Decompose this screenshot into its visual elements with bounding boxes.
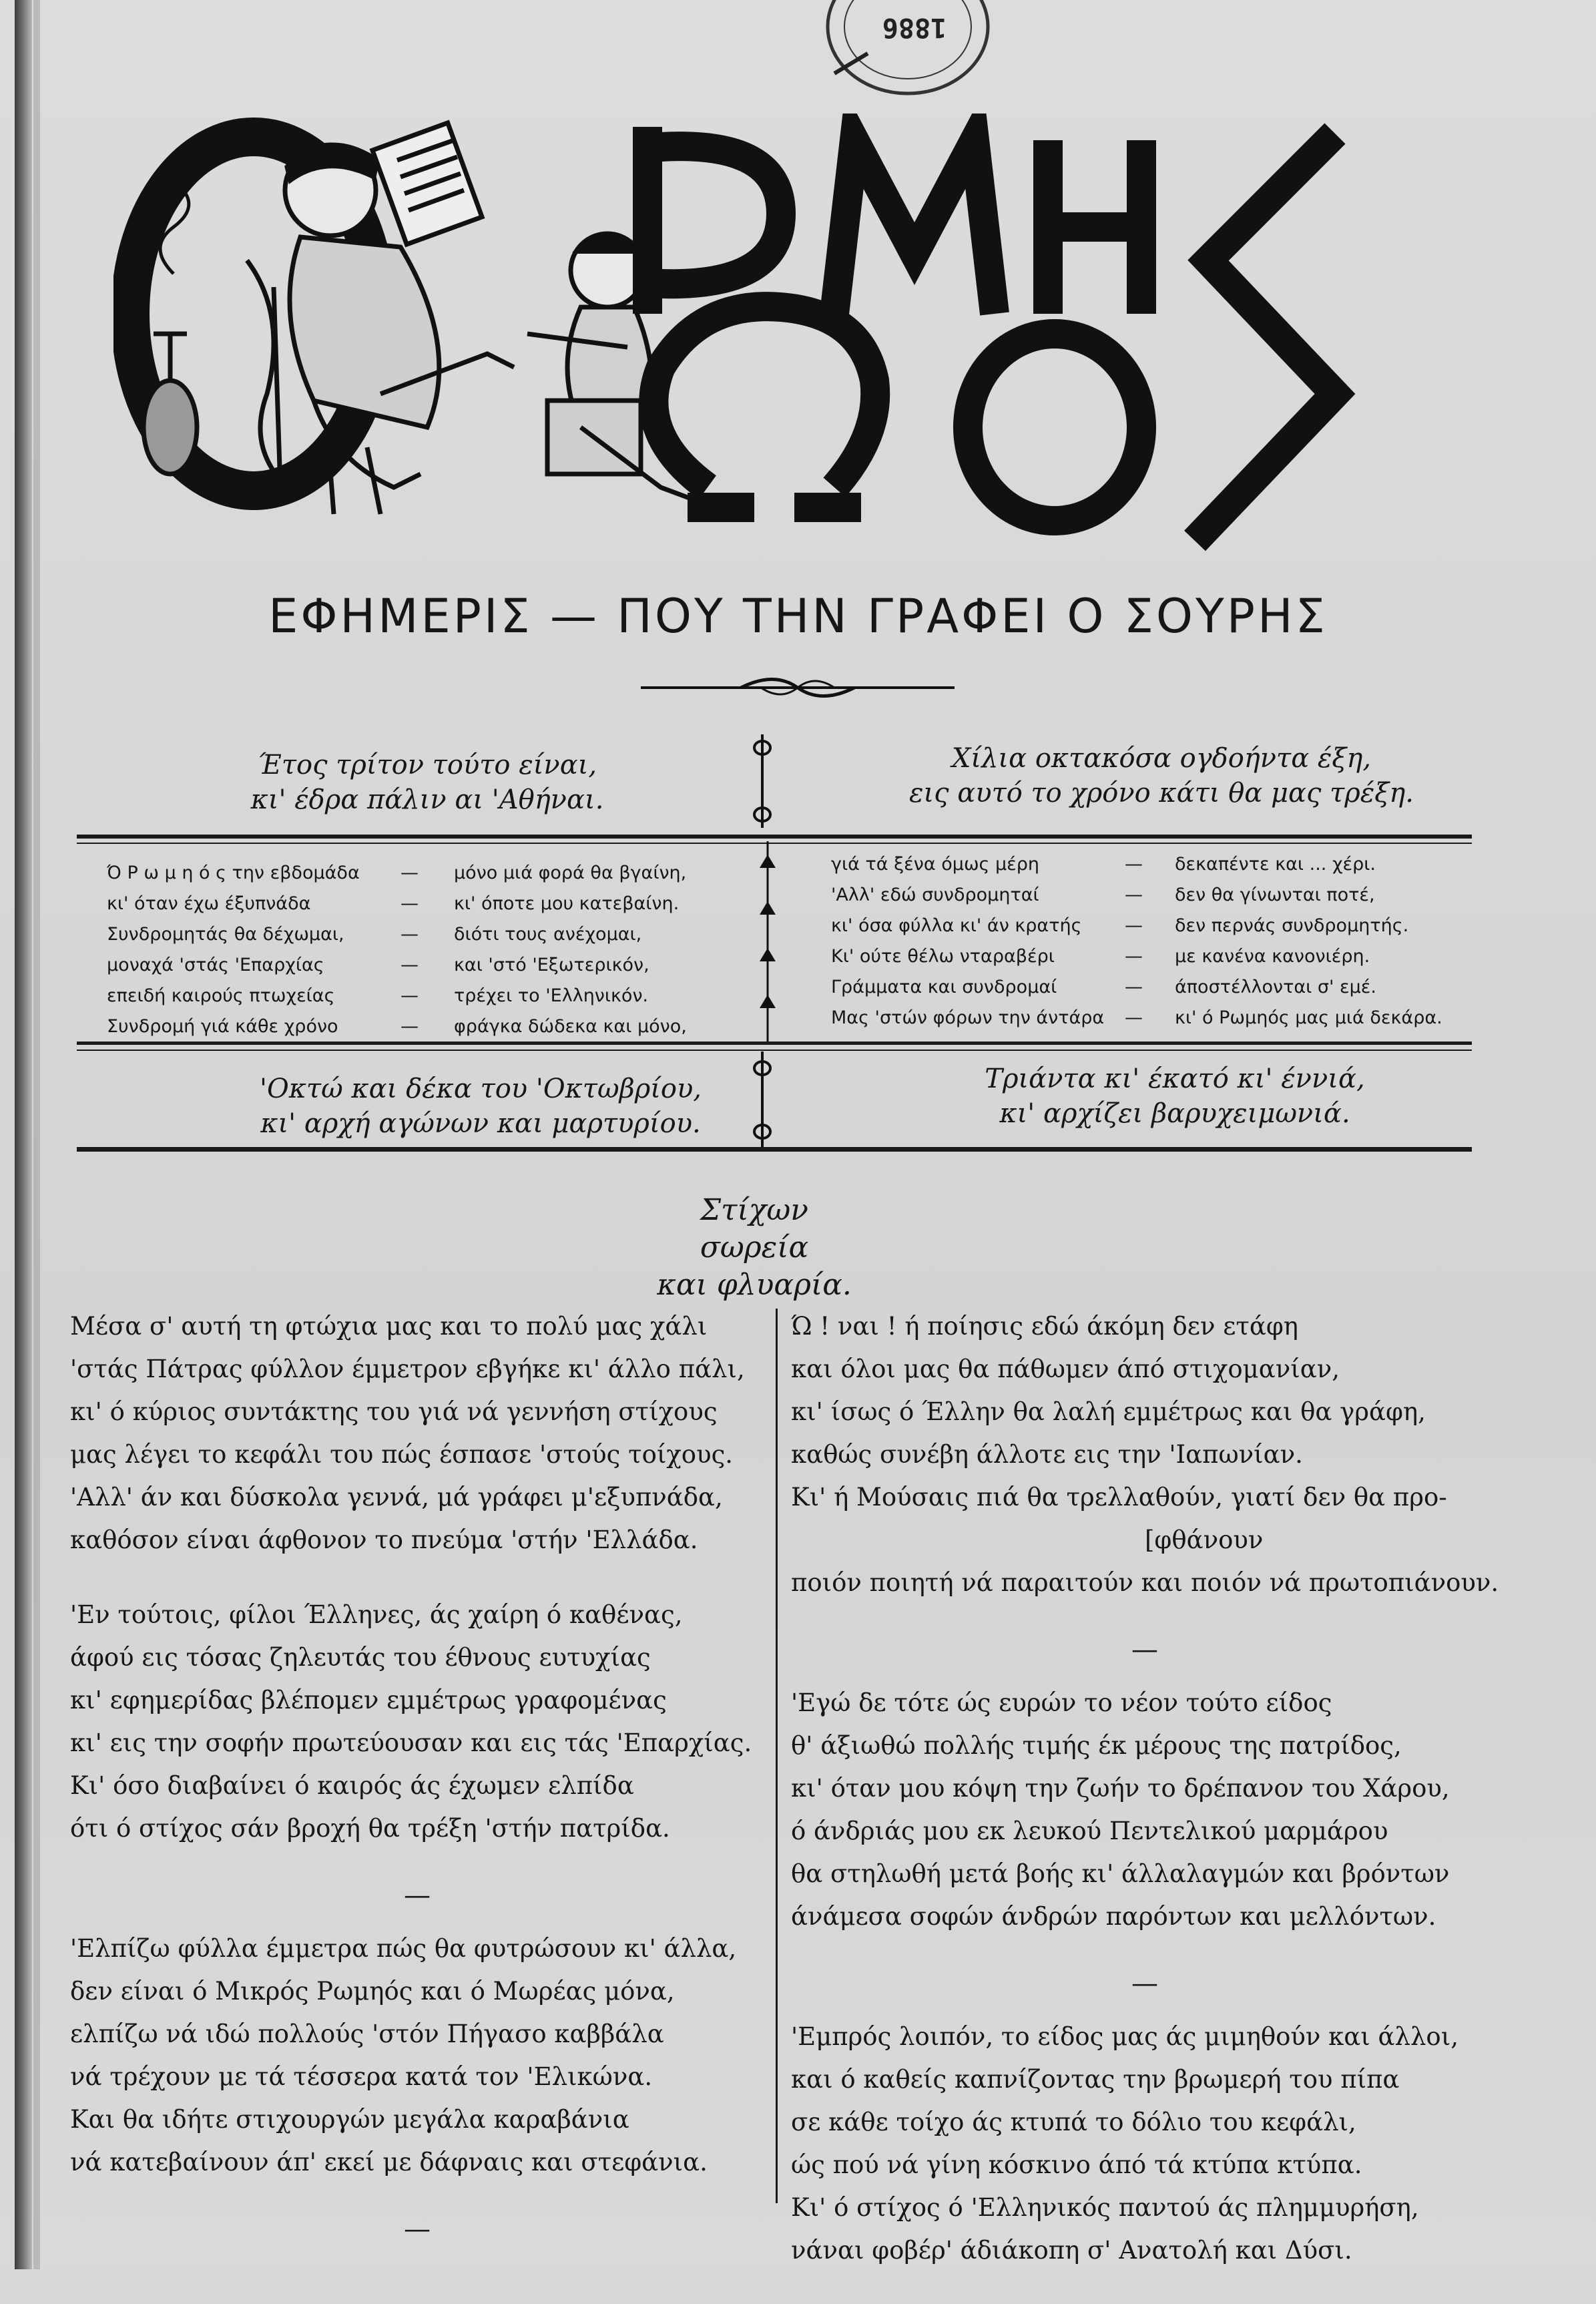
poem-line: 'Εγώ δε τότε ώς ευρών το νέον τούτο είδος <box>791 1688 1332 1717</box>
info-rule-middle-thin <box>77 1050 1472 1051</box>
poem-line: Ώ ! ναι ! ή ποίησις εδώ άκόμη δεν ετάφη <box>791 1312 1298 1341</box>
poem-line: Κι' όσο διαβαίνει ό καιρός άς έχωμεν ελπίδα <box>70 1771 634 1800</box>
poem-line: άφού εις τόσας ζηλευτάς του έθνους ευτυχίας <box>70 1643 651 1672</box>
info-date-left <box>247 1072 714 1141</box>
stanza-separator: — <box>1131 1968 1158 1999</box>
terms-row: Συνδρομητάς θα δέχωμαι, — διότι τους ανέχομαι, <box>107 919 741 950</box>
info-year-left <box>220 748 634 817</box>
poem-column-left <box>70 1305 764 2261</box>
poem-line: σε κάθε τοίχο άς κτυπά το δόλιο του κεφάλι, <box>791 2108 1356 2136</box>
terms-left: Συνδρομή γιά κάθε χρόνο <box>107 1016 338 1037</box>
terms-right: φράγκα δώδεκα και μόνο, <box>454 1016 687 1037</box>
terms-left: Γράμματα και συνδρομαί <box>831 977 1057 997</box>
poem-column-right <box>791 1305 1499 2304</box>
terms-row: γιά τά ξένα όμως μέρη — δεκαπέντε και ... χέρι. <box>831 849 1492 880</box>
poem-line: κι' εις την σοφήν πρωτεύουσαν και εις τάς 'Επαρχίας. <box>70 1729 752 1757</box>
info-rule-middle <box>77 1042 1472 1045</box>
poem-line: [φθάνουν <box>1145 1526 1264 1554</box>
poem-line: νά τρέχουν με τά τέσσερα κατά τον 'Ελικώνα. <box>70 2062 653 2091</box>
terms-left: επειδή καιρούς πτωχείας <box>107 985 335 1006</box>
poem-line: ποιόν ποιητή νά παραιτούν και ποιόν νά πρωτοπιάνουν. <box>791 1568 1499 1597</box>
terms-row: επειδή καιρούς πτωχείας — τρέχει το 'Ελληνικόν. <box>107 981 741 1011</box>
poem-line: κι' ό κύριος συντάκτης του γιά νά γεννήση στίχους <box>70 1397 718 1426</box>
poem-line: μας λέγει το κεφάλι του πώς έσπασε 'στούς τοίχους. <box>70 1440 734 1469</box>
info-line: Τριάντα κι' έκατό κι' έννιά, <box>985 1064 1365 1094</box>
poem-stanza <box>70 1305 764 1562</box>
info-line: 'Οκτώ και δέκα του 'Οκτωβρίου, <box>259 1074 702 1104</box>
info-line: Έτος τρίτον τούτο είναι, <box>257 750 597 780</box>
poem-title-line: και φλυαρία. <box>657 1268 852 1302</box>
poem-line: 'Αλλ' άν και δύσκολα γεννά, μά γράφει μ'εξυπνάδα, <box>70 1483 723 1512</box>
terms-left: κι' όταν έχω έξυπνάδα <box>107 893 311 914</box>
terms-right: άποστέλλονται σ' εμέ. <box>1175 977 1376 997</box>
poem-stanza <box>791 1305 1499 1604</box>
poem-line: Κι' ό στίχος ό 'Ελληνικός παντού άς πλημμυρήση, <box>791 2193 1419 2222</box>
poem-line: Και θα ιδήτε στιχουργών μεγάλα καραβάνια <box>70 2105 629 2134</box>
stanza-separator: — <box>404 1880 431 1911</box>
poem-line: ότι ό στίχος σάν βροχή θα τρέξη 'στήν πατρίδα. <box>70 1814 670 1843</box>
poem-line: Μέσα σ' αυτή τη φτώχια μας και το πολύ μας χάλι <box>70 1312 708 1341</box>
masthead-subtitle: ΕΦΗΜΕΡΙΣ — ΠΟΥ ΤΗΝ ΓΡΑΦΕΙ Ο ΣΟΥΡΗΣ <box>268 589 1328 644</box>
terms-right: δεν θα γίνωνται ποτέ, <box>1175 885 1375 905</box>
terms-right: τρέχει το 'Ελληνικόν. <box>454 985 649 1006</box>
poem-stanza <box>70 1594 764 1850</box>
terms-left: κι' όσα φύλλα κι' άν κρατής <box>831 915 1082 936</box>
info-line: εις αυτό το χρόνο κάτι θα μας τρέξη. <box>909 778 1414 809</box>
poem-line: ώς πού νά γίνη κόσκινο άπό τά κτύπα κτύπα. <box>791 2150 1362 2179</box>
poem-line: 'Εμπρός λοιπόν, το είδος μας άς μιμηθούν και άλλοι, <box>791 2022 1458 2051</box>
terms-right: με κανένα κανονιέρη. <box>1175 946 1370 967</box>
page-shadow <box>33 0 40 2269</box>
terms-right: δεν περνάς συνδρομητής. <box>1175 915 1409 936</box>
terms-row: Μας 'στών φόρων την άντάρα — κι' ό Ρωμηός μας μιά δεκάρα. <box>831 1003 1492 1033</box>
library-stamp <box>814 0 995 113</box>
terms-row: Κι' ούτε θέλω νταραβέρι — με κανένα κανονιέρη. <box>831 941 1492 972</box>
poem-stanza <box>791 2016 1499 2272</box>
poem-line: 'στάς Πάτρας φύλλον έμμετρον εβγήκε κι' άλλο πάλι, <box>70 1355 745 1383</box>
terms-left: Ό Ρ ω μ η ό ς την εβδομάδα <box>107 863 360 883</box>
poem-stanza <box>791 1682 1499 1938</box>
terms-right: κι' ό Ρωμηός μας μιά δεκάρα. <box>1175 1007 1442 1028</box>
poem-line: ό άνδριάς μου εκ λευκού Πεντελικού μαρμάρου <box>791 1817 1388 1845</box>
info-line: κι' αρχή αγώνων και μαρτυρίου. <box>260 1108 701 1139</box>
stanza-separator: — <box>404 2214 431 2245</box>
terms-left: γιά τά ξένα όμως μέρη <box>831 854 1040 875</box>
info-line: κι' αρχίζει βαρυχειμωνιά. <box>999 1098 1350 1129</box>
info-rule-top <box>77 835 1472 839</box>
terms-row: κι' όταν έχω έξυπνάδα — κι' όποτε μου κατεβαίνη. <box>107 889 741 919</box>
terms-row: Ό Ρ ω μ η ό ς την εβδομάδα — μόνο μιά φορά θα βγαίνη, <box>107 858 741 889</box>
terms-right: δεκαπέντε και ... χέρι. <box>1175 854 1376 875</box>
masthead-letters <box>647 127 1335 541</box>
poem-line: ελπίζω νά ιδώ πολλούς 'στόν Πήγασο καββάλα <box>70 2020 664 2048</box>
poem-line: κι' ίσως ό Έλλην θα λαλή εμμέτρως και θα γράφη, <box>791 1397 1426 1426</box>
ornament-pillar-bottom <box>748 1052 777 1148</box>
poem-line: 'Ελπίζω φύλλα έμμετρα πώς θα φυτρώσουν κι' άλλα, <box>70 1934 737 1963</box>
terms-row: Συνδρομή γιά κάθε χρόνο — φράγκα δώδεκα και μόνο, <box>107 1011 741 1042</box>
poem-stanza <box>70 1927 764 2184</box>
poem-line: κι' εφημερίδας βλέπομεν εμμέτρως γραφομένας <box>70 1686 667 1714</box>
binding-edge <box>15 0 32 2269</box>
ornament-swirl <box>641 668 955 708</box>
ornament-pillar-middle <box>753 841 782 1042</box>
terms-row: 'Αλλ' εδώ συνδρομηταί — δεν θα γίνωνται ποτέ, <box>831 880 1492 911</box>
terms-left: Μας 'στών φόρων την άντάρα <box>831 1007 1105 1028</box>
info-year-right <box>908 741 1415 811</box>
terms-right: κι' όποτε μου κατεβαίνη. <box>454 893 680 914</box>
poem-line: καθώς συνέβη άλλοτε εις την 'Ιαπωνίαν. <box>791 1440 1303 1469</box>
poem-line: δεν είναι ό Μικρός Ρωμηός και ό Μωρέας μόνα, <box>70 1977 675 2006</box>
subscription-terms-left <box>107 858 741 1042</box>
terms-left: Συνδρομητάς θα δέχωμαι, <box>107 924 344 945</box>
info-line: Χίλια οκτακόσα ογδοήντα έξη, <box>951 743 1372 774</box>
poem-line: νά κατεβαίνουν άπ' εκεί με δάφναις και στεφάνια. <box>70 2148 708 2176</box>
poem-line: Κι' ή Μούσαις πιά θα τρελλαθούν, γιατί δεν θα προ- <box>791 1483 1447 1512</box>
terms-right: μόνο μιά φορά θα βγαίνη, <box>454 863 687 883</box>
masthead-logo <box>113 113 1422 561</box>
stanza-separator: — <box>1131 1634 1158 1665</box>
poem-line: άνάμεσα σοφών άνδρών παρόντων και μελλόντων. <box>791 1902 1436 1931</box>
ornament-pillar-top <box>748 734 777 828</box>
info-line: κι' έδρα πάλιν αι 'Αθήναι. <box>250 784 604 815</box>
poem-line: νάναι φοβέρ' άδιάκοπη σ' Ανατολή και Δύσι. <box>791 2236 1352 2265</box>
terms-left: μοναχά 'στάς 'Επαρχίας <box>107 955 324 975</box>
terms-right: και 'στό 'Εξωτερικόν, <box>454 955 649 975</box>
terms-row: μοναχά 'στάς 'Επαρχίας — και 'στό 'Εξωτερικόν, <box>107 950 741 981</box>
terms-row: κι' όσα φύλλα κι' άν κρατής — δεν περνάς συνδρομητής. <box>831 911 1492 941</box>
info-rule-bottom <box>77 1147 1472 1152</box>
info-date-right <box>968 1062 1382 1131</box>
poem-line: και ό καθείς καπνίζοντας την βρωμερή του πίπα <box>791 2065 1400 2094</box>
poem-line: καθόσον είναι άφθονον το πνεύμα 'στήν 'Ελλάδα. <box>70 1526 698 1554</box>
poem-line: θ' άξιωθώ πολλής τιμής έκ μέρους της πατρίδος, <box>791 1731 1402 1760</box>
terms-left: Κι' ούτε θέλω νταραβέρι <box>831 946 1055 967</box>
poem-title <box>654 1192 854 1304</box>
poem-line: και όλοι μας θα πάθωμεν άπό στιχομανίαν, <box>791 1355 1340 1383</box>
poem-title-line: Στίχων σωρεία <box>700 1193 809 1264</box>
terms-row: Γράμματα και συνδρομαί — άποστέλλονται σ' εμέ. <box>831 972 1492 1003</box>
poem-line: θα στηλωθή μετά βοής κι' άλλαλαγμών και βρόντων <box>791 1859 1450 1888</box>
poem-line: κι' όταν μου κόψη την ζωήν το δρέπανον του Χάρου, <box>791 1774 1450 1803</box>
terms-left: 'Αλλ' εδώ συνδρομηταί <box>831 885 1039 905</box>
column-divider <box>776 1309 778 2203</box>
stamp-number: 1886 <box>882 12 947 43</box>
subscription-terms-right <box>831 849 1492 1033</box>
poem-line: 'Εν τούτοις, φίλοι Έλληνες, άς χαίρη ό καθένας, <box>70 1600 683 1629</box>
terms-right: διότι τους ανέχομαι, <box>454 924 642 945</box>
